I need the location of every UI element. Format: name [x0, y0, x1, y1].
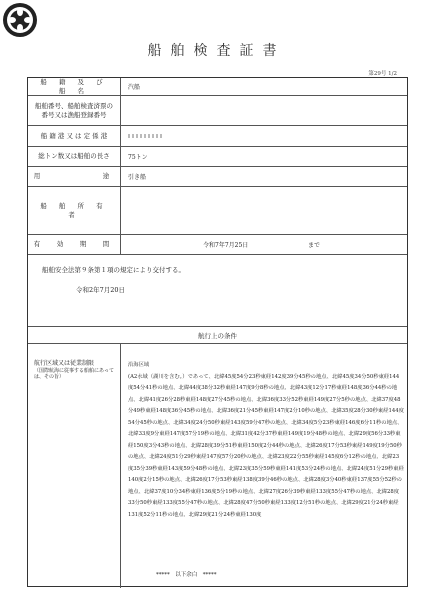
navigation-area-text: 沿海区域 (A2水域（湖川を含む。）であって、北緯45度54分23秒東経142度39分45秒の地点、北緯45度34分50秒東経144度54分41秒の地点、北緯44度38分32秒東経147度9分8秒の地点、北緯43度12分17秒東経148度36分44秒の地点、北緯41度26分28秒東経148度27分45秒の地点、北緯36度33分52秒東経149度27分5秒の地点、北緯37度48分49秒東経148度36分45秒の地点、北緯36度21分45秒東経147度2分10秒の地点、北緯35度28分30秒東経144度54分45秒の地点、北緯34度24分50秒東経143度59分47秒の地点、北緯34度5分23秒東経146度6分11秒の地点、北緯33度9分東経147度57分19秒の地点、北緯31度42分37秒東経149度19分48秒の地点、北緯29度56分33秒東経150度3分43秒の地点、北緯28度39分51秒東経150度2分44秒の地点、北緯26度17分53秒東経149度19分50秒の地点、北緯24度51分29秒東経147度57分20秒の地点、北緯23度22分55秒東経145度6分12秒の地点、北緯23度35分39秒東経143度59分48秒の地点、北緯23度35分59秒東経141度53分24秒の地点、北緯24度51分29秒東経140度2分15秒の地点、北緯26度17分53秒東経138度39分46秒の地点、北緯28度3分40秒東経137度55分52秒の地点、北緯37度10分34秒東経136度5分19秒の地点、北緯27度26分39秒東経133度55分47秒の地点、北緯28度33分50秒東経133度55分47秒の地点、北緯28度47分50秒東経133度12分51秒の地点、北緯29度21分24秒東経131度52分11秒の地点、北緯29度21分24秒東経130度 [128, 362, 404, 518]
certification-date: 令和2年7月20日 [76, 286, 126, 294]
row-label: 有 効 期 間 [28, 235, 121, 254]
navigation-label [28, 344, 121, 588]
certification-statement: 船舶安全法第９条第１項の規定により交付する。 [42, 266, 185, 274]
row-label: 船 籍 港 又 は 定 係 港 [28, 126, 121, 146]
crest-seal-icon [2, 2, 38, 38]
row-owner [28, 187, 407, 235]
row-label: 船舶番号、船舶検査済票の番号又は漁船登録番号 [28, 96, 121, 125]
row-validity [28, 235, 407, 255]
row-label: 船 籍 及 び 船 名 [28, 78, 121, 95]
row-value [128, 126, 164, 146]
row-usage [28, 167, 407, 187]
navigation-section-header [28, 327, 407, 344]
row-port [28, 126, 407, 147]
certification-block [28, 255, 407, 327]
row-value: 引き船 [128, 174, 147, 181]
row-label: 用 途 [28, 167, 121, 186]
row-label: 船 舶 所 有 者 [28, 187, 121, 234]
navigation-conditions [28, 344, 407, 588]
row-value: 汽船 [128, 84, 141, 91]
certificate-table [27, 77, 408, 587]
validity-date: 令和7年7月25日 [203, 242, 249, 249]
redacted-text [128, 134, 164, 138]
row-label: 総トン数又は船舶の長さ [28, 147, 121, 166]
row-ship-name [28, 78, 407, 96]
form-number: 第29号 1/2 [368, 71, 397, 77]
navigation-label-main: 航行区域又は従業制限 [34, 360, 95, 367]
end-marker: ***** 以下余白 ***** [156, 572, 217, 578]
row-tonnage [28, 147, 407, 167]
navigation-label-sub: （国際航海に従事する船舶にあっては、その旨） [34, 367, 114, 381]
document-title: 船舶検査証書 [147, 43, 286, 59]
row-value: 75トン [128, 154, 148, 161]
validity-suffix: まで [308, 242, 321, 249]
section-title: 航行上の条件 [198, 332, 237, 340]
row-ship-number [28, 96, 407, 126]
